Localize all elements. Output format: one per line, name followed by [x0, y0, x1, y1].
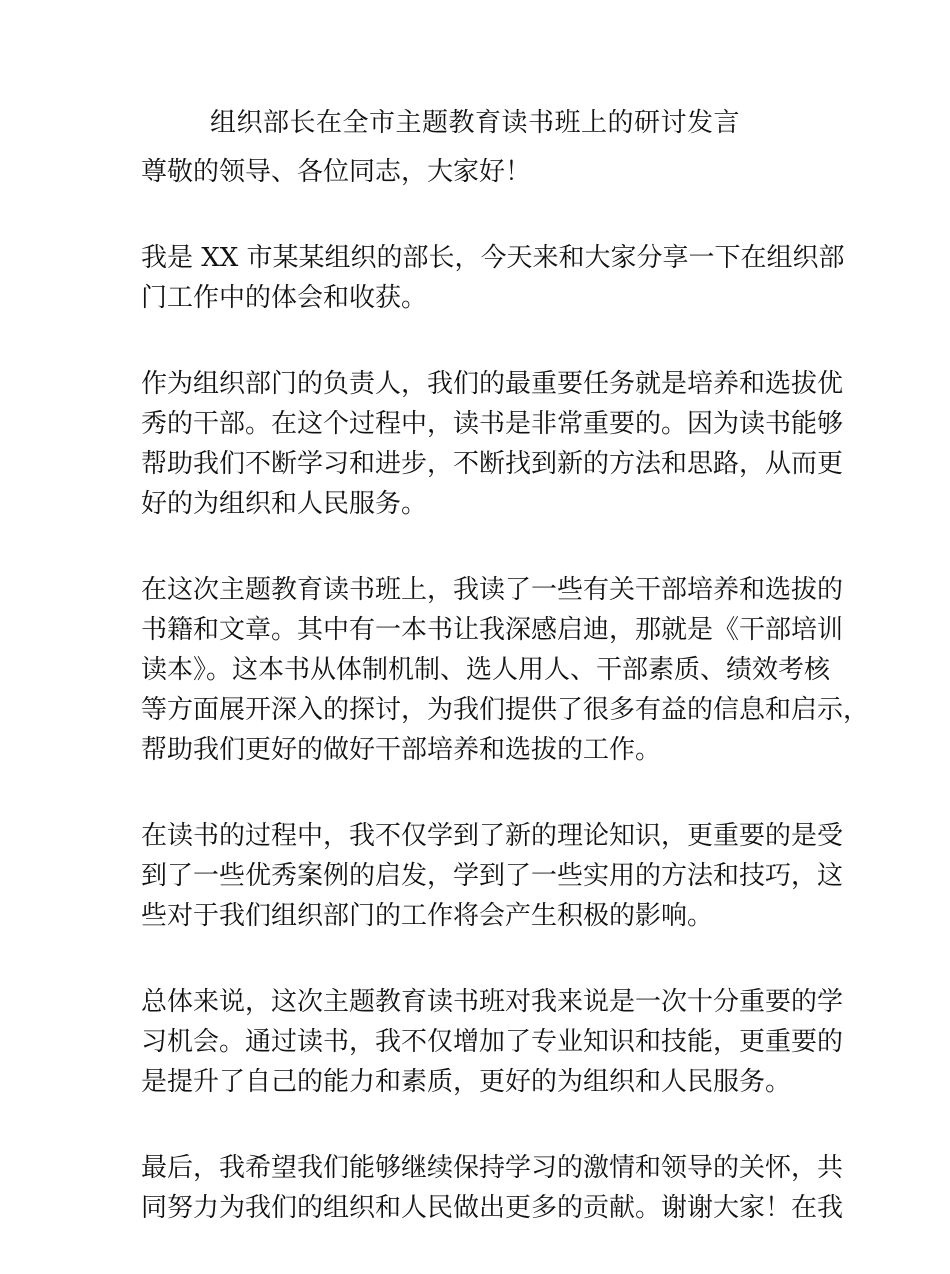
paragraph-line: 在读书的过程中，我不仅学到了新的理论知识，更重要的是受 — [141, 821, 844, 851]
paragraph-reading — [141, 570, 870, 770]
paragraph-line: 作为组织部门的负责人，我们的最重要任务就是培养和选拔优 — [141, 369, 844, 399]
paragraph-closing — [141, 1148, 844, 1228]
paragraph-line: 秀的干部。在这个过程中，读书是非常重要的。因为读书能够 — [141, 409, 844, 439]
paragraph-line: 帮助我们不断学习和进步，不断找到新的方法和思路，从而更 — [141, 449, 844, 479]
paragraph-line: 到了一些优秀案例的启发，学到了一些实用的方法和技巧，这 — [141, 861, 844, 891]
paragraph-line: 是提升了自己的能力和素质，更好的为组织和人民服务。 — [141, 1067, 792, 1097]
paragraph-line: 尊敬的领导、各位同志，大家好！ — [141, 157, 532, 187]
paragraph-greeting — [141, 152, 831, 192]
paragraph-introduction — [141, 238, 845, 318]
paragraph-role — [141, 364, 844, 524]
paragraph-line: 同努力为我们的组织和人民做出更多的贡献。谢谢大家！在我 — [141, 1193, 844, 1223]
paragraph-line: 习机会。通过读书，我不仅增加了专业知识和技能，更重要的 — [141, 1027, 844, 1057]
paragraph-line: 书籍和文章。其中有一本书让我深感启迪，那就是《干部培训 — [141, 615, 844, 645]
document-body — [141, 152, 870, 1274]
paragraph-line: 读本》。这本书从体制机制、选人用人、干部素质、绩效考核 — [141, 655, 831, 685]
paragraph-line: 好的为组织和人民服务。 — [141, 489, 428, 519]
paragraph-line: 些对于我们组织部门的工作将会产生积极的影响。 — [141, 901, 714, 931]
paragraph-line: 最后，我希望我们能够继续保持学习的激情和领导的关怀，共 — [141, 1153, 844, 1183]
paragraph-line: 在这次主题教育读书班上，我读了一些有关干部培养和选拔的 — [141, 575, 844, 605]
document-title: 组织部长在全市主题教育读书班上的研讨发言 — [209, 108, 740, 138]
paragraph-process — [141, 816, 844, 936]
paragraph-line: 我是 XX 市某某组织的部长，今天来和大家分享一下在组织部 — [141, 243, 845, 273]
paragraph-line: 帮助我们更好的做好干部培养和选拔的工作。 — [141, 735, 662, 765]
paragraph-summary — [141, 982, 844, 1102]
paragraph-line: 等方面展开深入的探讨，为我们提供了很多有益的信息和启示， — [141, 695, 870, 725]
paragraph-line: 总体来说，这次主题教育读书班对我来说是一次十分重要的学 — [141, 987, 844, 1017]
paragraph-line: 门工作中的体会和收获。 — [141, 283, 428, 313]
